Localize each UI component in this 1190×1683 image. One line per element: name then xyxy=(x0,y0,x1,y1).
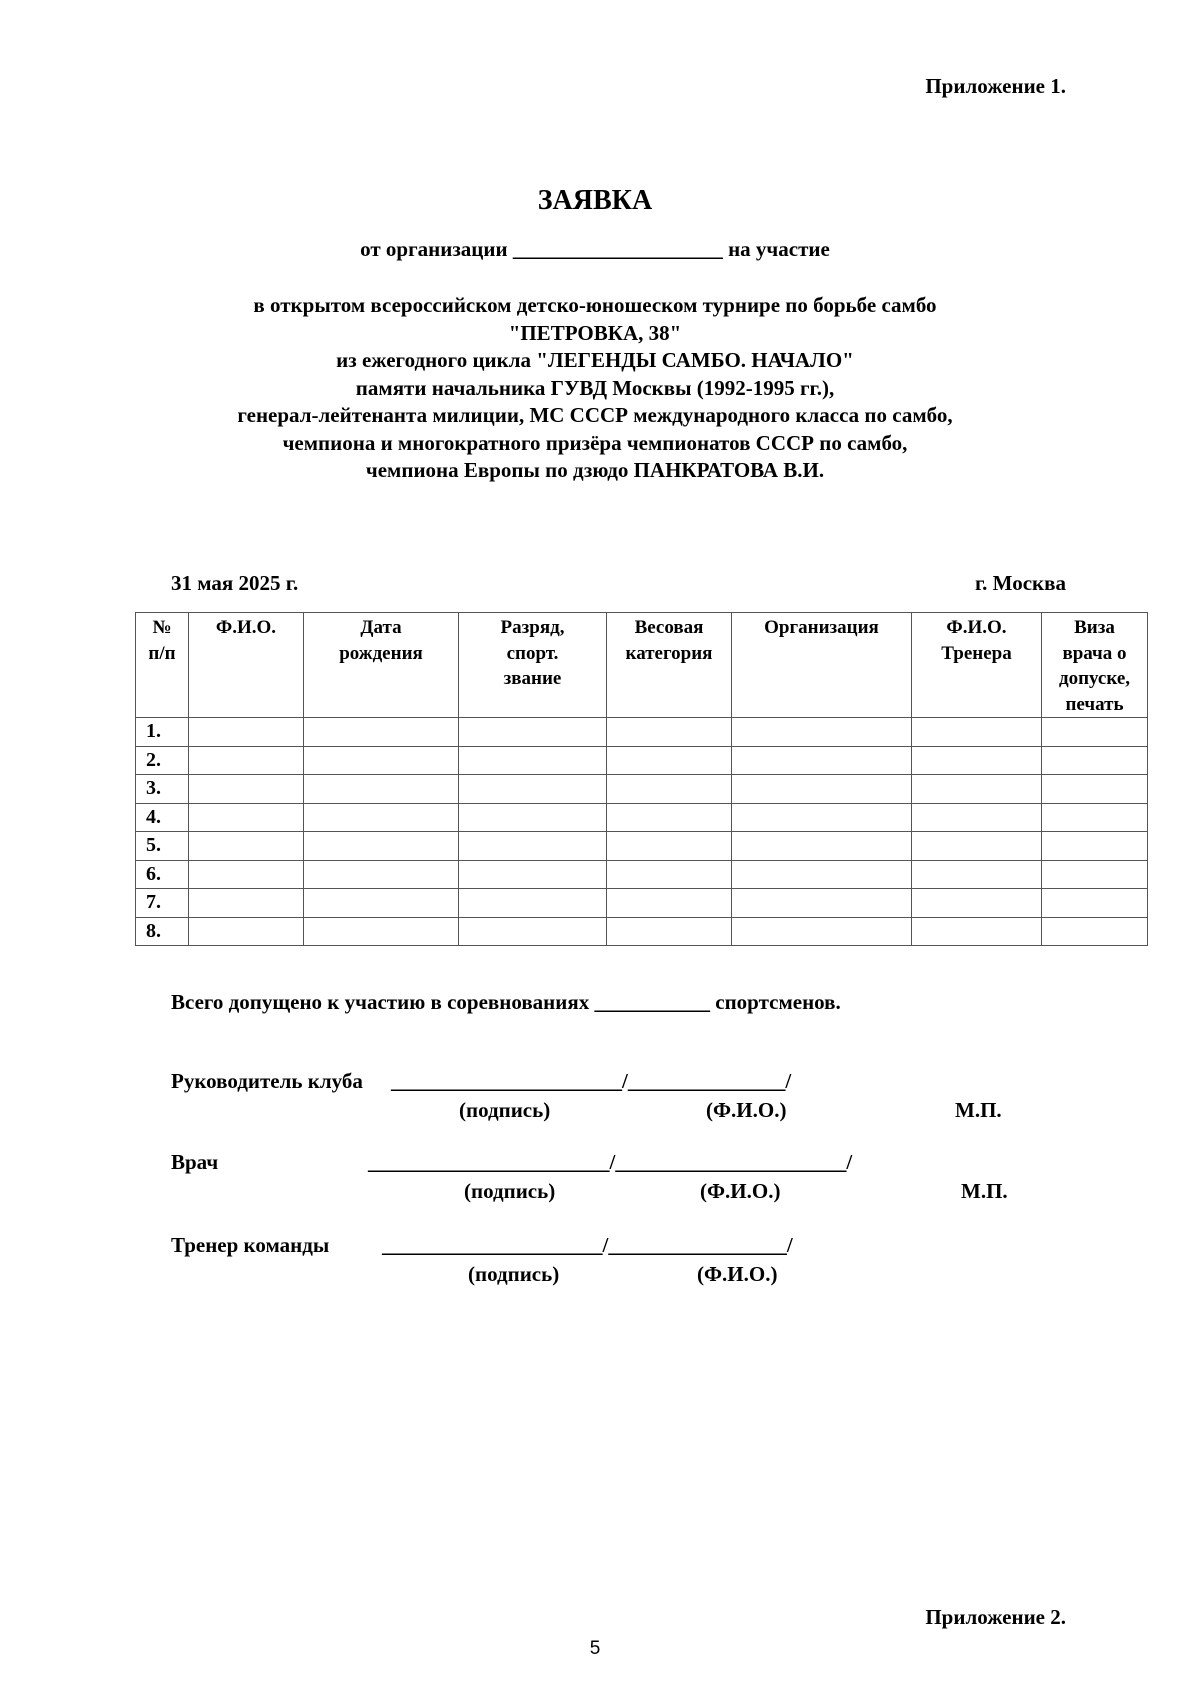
page-number: 5 xyxy=(589,1638,601,1659)
table-row xyxy=(136,775,1148,804)
row-number: 6. xyxy=(136,860,189,889)
description-line: генерал-лейтенанта милиции, МС СССР международного класса по самбо, xyxy=(237,403,953,427)
event-city: г. Москва xyxy=(975,571,1066,595)
table-row xyxy=(136,860,1148,889)
total-admitted-line: Всего допущено к участию в соревнованиях ___________ спортсменов. xyxy=(171,990,841,1014)
club-head-caption-signature: (подпись) xyxy=(459,1098,551,1122)
table-row xyxy=(136,803,1148,832)
club-head-signature-line[interactable]: ______________________/_______________/ xyxy=(391,1069,792,1093)
coach-label: Тренер команды xyxy=(171,1233,330,1257)
col-header-birthdate: Дата рождения xyxy=(304,613,459,718)
description-line: из ежегодного цикла "ЛЕГЕНДЫ САМБО. НАЧАЛО" xyxy=(336,348,854,372)
col-header-rank: Разряд, спорт. звание xyxy=(459,613,607,718)
row-number: 3. xyxy=(136,775,189,804)
row-number: 5. xyxy=(136,832,189,861)
doctor-caption-name: (Ф.И.О.) xyxy=(700,1179,781,1203)
row-number: 7. xyxy=(136,889,189,918)
col-header-number: № п/п xyxy=(136,613,189,718)
document-title: ЗАЯВКА xyxy=(537,185,653,216)
row-number: 4. xyxy=(136,803,189,832)
club-head-label: Руководитель клуба xyxy=(171,1069,363,1093)
table-row xyxy=(136,832,1148,861)
description-line: чемпиона и многократного призёра чемпионатов СССР по самбо, xyxy=(282,430,908,455)
coach-caption-name: (Ф.И.О.) xyxy=(697,1262,778,1286)
appendix-label-bottom: Приложение 2. xyxy=(925,1605,1066,1629)
tournament-description xyxy=(0,292,1190,485)
table-row xyxy=(136,718,1148,747)
doctor-caption-signature: (подпись) xyxy=(464,1179,556,1203)
row-number: 1. xyxy=(136,718,189,747)
row-number: 2. xyxy=(136,746,189,775)
coach-signature-line[interactable]: _____________________/_________________/ xyxy=(382,1233,793,1257)
doctor-label: Врач xyxy=(171,1150,219,1174)
description-line: "ПЕТРОВКА, 38" xyxy=(508,320,682,345)
col-header-name: Ф.И.О. xyxy=(189,613,304,718)
organization-line: от организации ____________________ на участие xyxy=(360,237,830,261)
col-header-organization: Организация xyxy=(732,613,912,718)
table-row xyxy=(136,889,1148,918)
col-header-weight: Весовая категория xyxy=(607,613,732,718)
description-line: в открытом всероссийском детско-юношеском турнире по борьбе самбо xyxy=(253,293,937,317)
table-header-row xyxy=(136,613,1148,718)
doctor-stamp: М.П. xyxy=(961,1179,1008,1203)
appendix-label-top: Приложение 1. xyxy=(925,74,1066,98)
col-header-doctor-visa: Виза врача о допуске, печать xyxy=(1042,613,1148,718)
club-head-stamp: М.П. xyxy=(955,1098,1002,1122)
row-number: 8. xyxy=(136,917,189,946)
entries-table xyxy=(135,612,1148,946)
description-line: памяти начальника ГУВД Москвы (1992-1995 гг.), xyxy=(355,375,835,400)
doctor-signature-line[interactable]: _______________________/______________________/ xyxy=(368,1150,853,1174)
coach-caption-signature: (подпись) xyxy=(468,1262,560,1286)
description-line: чемпиона Европы по дзюдо ПАНКРАТОВА В.И. xyxy=(365,458,825,482)
club-head-caption-name: (Ф.И.О.) xyxy=(706,1098,787,1122)
col-header-coach: Ф.И.О. Тренера xyxy=(912,613,1042,718)
table-row xyxy=(136,917,1148,946)
table-row xyxy=(136,746,1148,775)
event-date: 31 мая 2025 г. xyxy=(171,571,299,595)
